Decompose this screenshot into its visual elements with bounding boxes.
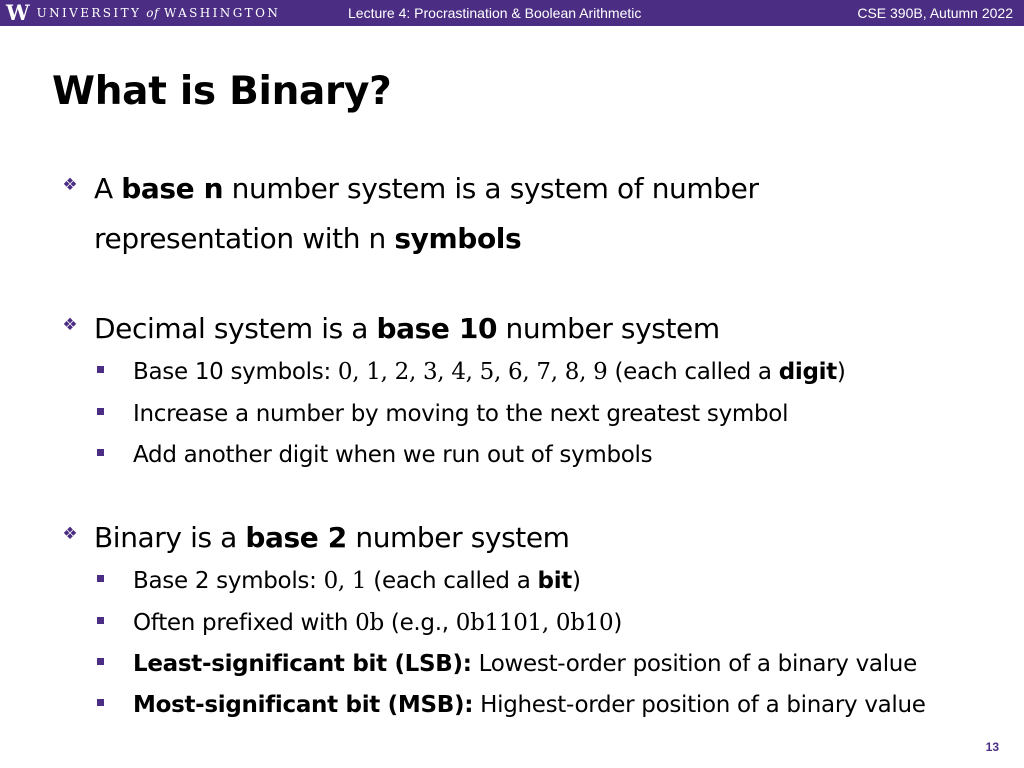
header-bar xyxy=(0,0,1024,26)
bullet-decimal: Decimal system is a base 10 number system xyxy=(94,312,720,345)
square-bullet-icon xyxy=(97,366,104,373)
page-number: 13 xyxy=(985,740,999,754)
sub-bullet-binary-symbols: Base 2 symbols: 0, 1 (each called a bit) xyxy=(133,568,581,594)
university-logo xyxy=(6,1,280,25)
sub-bullet-lsb: Least-significant bit (LSB): Lowest-order position of a binary value xyxy=(133,651,917,677)
bullet-base-n: A base n number system is a system of number representation with n symbols xyxy=(94,172,759,255)
lecture-title: Lecture 4: Procrastination & Boolean Arithmetic xyxy=(348,5,642,21)
sub-bullet-add-digit: Add another digit when we run out of symbols xyxy=(133,442,653,468)
square-bullet-icon xyxy=(97,449,104,456)
square-bullet-icon xyxy=(97,699,104,706)
course-title: CSE 390B, Autumn 2022 xyxy=(857,5,1013,21)
diamond-bullet-icon: ❖ xyxy=(62,524,78,544)
university-name: UNIVERSITY of WASHINGTON xyxy=(36,6,281,20)
square-bullet-icon xyxy=(97,575,104,582)
square-bullet-icon xyxy=(97,617,104,624)
slide-title: What is Binary? xyxy=(52,69,392,114)
sub-bullet-increase: Increase a number by moving to the next greatest symbol xyxy=(133,401,789,427)
uw-logo-icon: W xyxy=(6,0,29,25)
square-bullet-icon xyxy=(97,408,104,415)
square-bullet-icon xyxy=(97,658,104,665)
diamond-bullet-icon: ❖ xyxy=(62,175,78,195)
sub-bullet-decimal-symbols: Base 10 symbols: 0, 1, 2, 3, 4, 5, 6, 7, 8, 9 (each called a digit) xyxy=(133,359,846,385)
sub-bullet-msb: Most-significant bit (MSB): Highest-order position of a binary value xyxy=(133,692,926,718)
sub-bullet-prefix: Often prefixed with 0b (e.g., 0b1101, 0b10) xyxy=(133,610,623,636)
bullet-binary: Binary is a base 2 number system xyxy=(94,521,570,554)
diamond-bullet-icon: ❖ xyxy=(62,315,78,335)
